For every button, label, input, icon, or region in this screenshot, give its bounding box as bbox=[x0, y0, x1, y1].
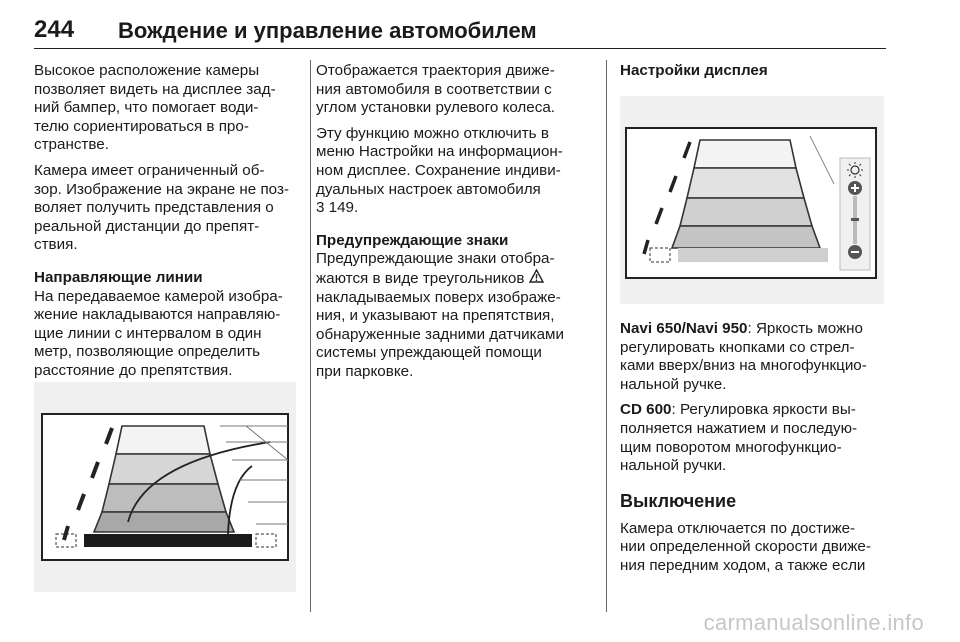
page-title: Вождение и управление автомобилем bbox=[118, 18, 537, 43]
watermark: carmanualsonline.info bbox=[703, 610, 924, 635]
paragraph-trajectory: Отображается траектория движе- ния автомобиля в соответствии с углом установки рулевого колеса. bbox=[316, 62, 555, 117]
column-3 bbox=[620, 62, 890, 81]
heading-warning-signs: Предупреждающие знаки bbox=[316, 231, 509, 249]
heading-guidelines: Направляющие линии bbox=[34, 268, 203, 286]
minus-icon bbox=[848, 245, 862, 259]
column-2 bbox=[316, 62, 592, 389]
paragraph-warning-signs: Предупреждающие знаки отобра- жаются в виде треугольников накладываемых поверх изображе- ния, и указывают на препятствия, обнаруженные задними датчиками системы упреждающей помощи при парковке. bbox=[316, 250, 564, 380]
paragraph-disable-function: Эту функцию можно отключить в меню Настройки на информацион- ном дисплее. Сохранение индиви- дуальных настроек автомобиля 3 149. bbox=[316, 124, 563, 217]
column-3-text bbox=[620, 320, 890, 583]
heading-switch-off: Выключение bbox=[620, 490, 737, 511]
plus-icon bbox=[848, 181, 862, 195]
paragraph-camera-limits: Камера имеет ограниченный об- зор. Изображение на экране не поз- воляет получить представления о реальной дистанции до препят- ствия. bbox=[34, 161, 289, 254]
column-divider bbox=[310, 60, 311, 612]
brightness-diagram bbox=[620, 96, 884, 304]
page-reference-link[interactable]: 3 149. bbox=[316, 199, 359, 217]
paragraph-cd-brightness: CD 600: Регулировка яркости вы- полняется нажатием и последую- щим поворотом многофункцио- нальной ручки. bbox=[620, 401, 858, 475]
heading-display-settings: Настройки дисплея bbox=[620, 62, 768, 79]
paragraph-switch-off: Камера отключается по достиже- нии определенной скорости движе- ния передним ходом, а также если bbox=[620, 519, 871, 574]
camera-view-diagram bbox=[34, 382, 296, 592]
column-1 bbox=[34, 62, 300, 388]
paragraph-camera-position: Высокое расположение камеры позволяет видеть на дисплее зад- ний бампер, что помогает води- телю сориентироваться в про- странстве. bbox=[34, 62, 276, 154]
paragraph-guidelines: На передаваемое камерой изобра- жение накладываются направляю- щие линии с интервалом в один метр, позволяющие определить расстояние до препятствия. bbox=[34, 287, 283, 379]
column-divider bbox=[606, 60, 607, 612]
warning-triangle-icon bbox=[529, 269, 544, 287]
rear-camera-guidelines-illustration bbox=[34, 382, 296, 592]
page-number: 244 bbox=[34, 16, 75, 43]
page-header bbox=[34, 14, 886, 49]
display-brightness-illustration bbox=[620, 96, 884, 304]
paragraph-navi-brightness: Navi 650/Navi 950: Яркость можно регулировать кнопками со стрел- ками вверх/вниз на многофункцио- нальной ручке. bbox=[620, 320, 867, 393]
